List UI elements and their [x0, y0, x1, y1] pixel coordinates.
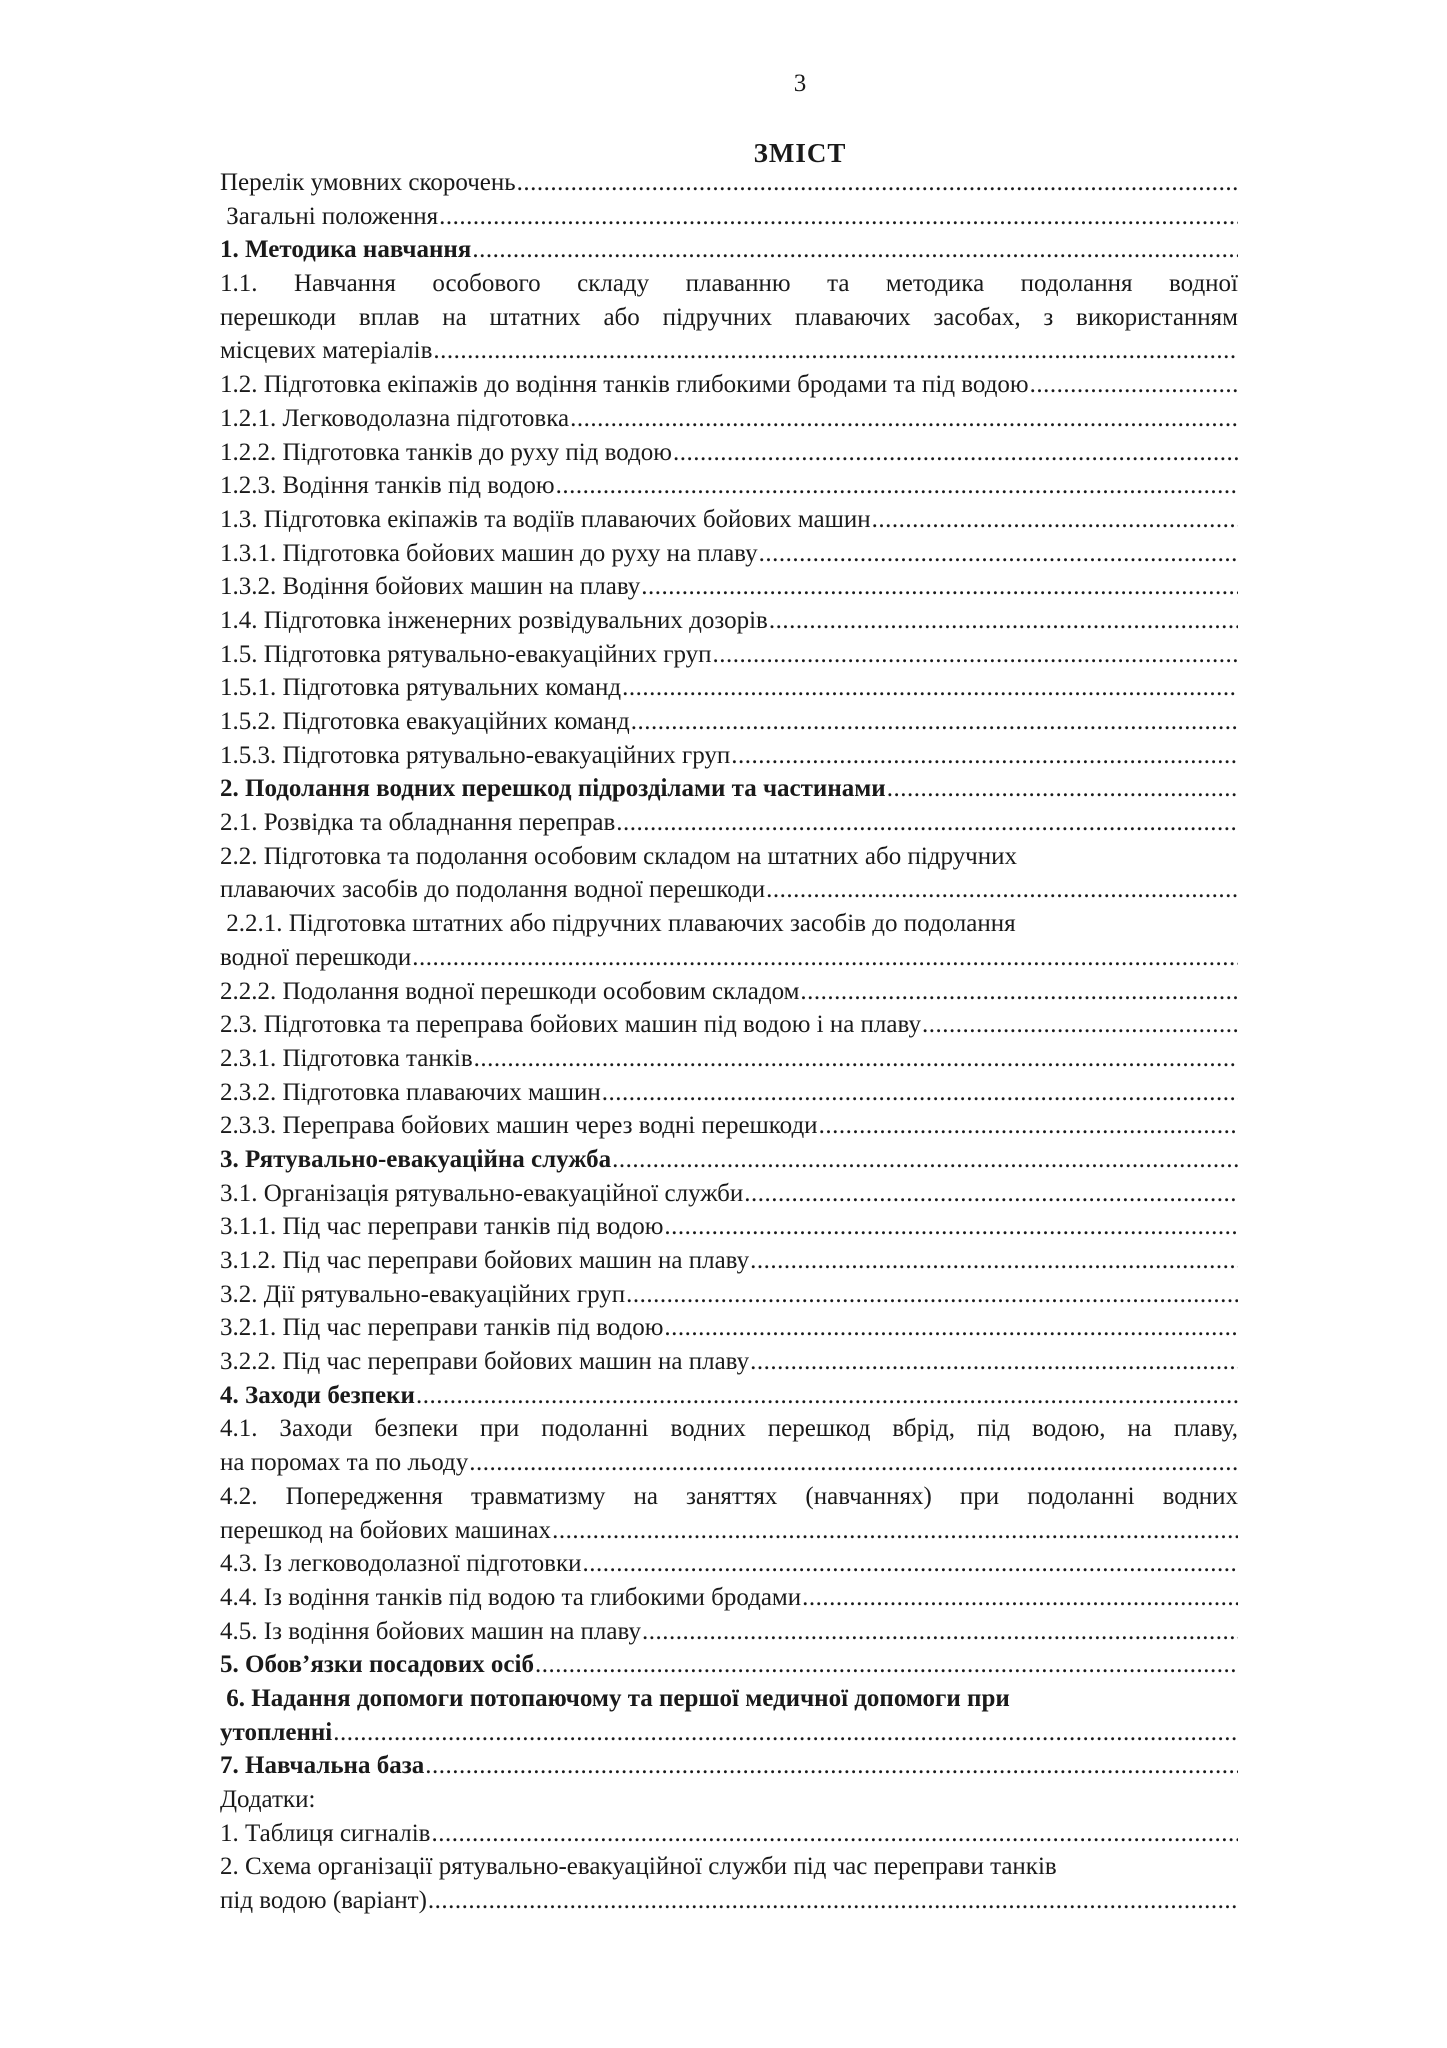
toc-entry: 3.1.1. Під час переправи танків під водою .....	[220, 1210, 1238, 1244]
toc-entry: 4.3. Із легководолазної підготовки .....	[220, 1547, 1238, 1581]
toc-section-heading: 3. Рятувально-евакуаційна служба .....	[220, 1143, 1238, 1177]
toc-entry-continued: плаваючих засобів до подолання водної перешкоди .....	[220, 873, 1238, 907]
toc-entry: 2. Схема організації рятувально-евакуаційної служби під час переправи танків	[220, 1853, 1057, 1881]
toc-entry: 3.2.1. Під час переправи танків під водою .....	[220, 1311, 1238, 1345]
toc-entry: 3.2. Дії рятувально-евакуаційних груп .....	[220, 1278, 1238, 1312]
toc-appendix-heading: Додатки:	[220, 1786, 316, 1813]
toc-section-heading-continued: утопленні .....	[220, 1716, 1238, 1750]
toc-entry: 1.5.3. Підготовка рятувально-евакуаційних груп .....	[220, 739, 1238, 773]
toc-entry: 2.2.1. Підготовка штатних або підручних плаваючих засобів до подолання	[220, 910, 1016, 938]
toc-entry-continued: місцевих матеріалів .....	[220, 334, 1238, 368]
toc-section-heading: 1. Методика навчання .....	[220, 233, 1238, 267]
toc-entry-continued: перешкоди вплав на штатних або підручних плаваючих засобах, з використанням	[220, 303, 1238, 331]
toc-entry: 1.3.1. Підготовка бойових машин до руху на плаву .....	[220, 537, 1238, 571]
toc-title: ЗМІСТ	[753, 138, 847, 168]
toc-section-heading: 6. Надання допомоги потопаючому та першої медичної допомоги при	[220, 1684, 1010, 1712]
toc-entry: 2.2.2. Подолання водної перешкоди особовим складом .....	[220, 975, 1238, 1009]
toc-entry: 1. Таблиця сигналів .....	[220, 1817, 1238, 1851]
toc-entry: 4.1. Заходи безпеки при подоланні водних перешкод вбрід, під водою, на плаву,	[220, 1415, 1238, 1443]
toc-entry: 1.3. Підготовка екіпажів та водіїв плаваючих бойових машин .....	[220, 503, 1238, 537]
toc-section-heading: 5. Обов’язки посадових осіб .....	[220, 1648, 1238, 1682]
toc-entry: 2.2. Підготовка та подолання особовим складом на штатних або підручних	[220, 842, 1018, 870]
toc-entry: 1.3.2. Водіння бойових машин на плаву .....	[220, 570, 1238, 604]
toc-entry: 1.2. Підготовка екіпажів до водіння танків глибокими бродами та під водою .....	[220, 368, 1238, 402]
toc-entry-continued: під водою (варіант) .....	[220, 1884, 1238, 1918]
toc-entry: Перелік умовних скорочень .....	[220, 166, 1238, 200]
toc-entry: 2.3.1. Підготовка танків .....	[220, 1042, 1238, 1076]
toc-entry: 1.2.3. Водіння танків під водою .....	[220, 469, 1238, 503]
toc-entry: 3.1. Організація рятувально-евакуаційної служби .....	[220, 1177, 1238, 1211]
toc-entry: 1.5.1. Підготовка рятувальних команд .....	[220, 671, 1238, 705]
toc-section-heading: 2. Подолання водних перешкод підрозділами та частинами .....	[220, 772, 1238, 806]
toc-entry-continued: водної перешкоди .....	[220, 941, 1238, 975]
toc-section-heading: 4. Заходи безпеки .....	[220, 1379, 1238, 1413]
toc-entry: 2.3. Підготовка та переправа бойових машин під водою і на плаву .....	[220, 1008, 1238, 1042]
toc-entry: 1.2.2. Підготовка танків до руху під водою .....	[220, 436, 1238, 470]
toc-entry-continued: на поромах та по льоду .....	[220, 1446, 1238, 1480]
toc-entry: 3.2.2. Під час переправи бойових машин на плаву .....	[220, 1345, 1238, 1379]
toc-entry: Загальні положення .....	[220, 200, 1238, 234]
toc-entry: 1.4. Підготовка інженерних розвідувальних дозорів .....	[220, 604, 1238, 638]
toc-entry: 1.1. Навчання особового складу плаванню та методика подолання водної	[220, 270, 1238, 298]
toc-entry: 4.2. Попередження травматизму на заняттях (навчаннях) при подоланні водних	[220, 1482, 1238, 1510]
toc-entry: 2.3.3. Переправа бойових машин через водні перешкоди .....	[220, 1109, 1238, 1143]
toc-entry: 2.1. Розвідка та обладнання переправ .....	[220, 806, 1238, 840]
toc-entry: 2.3.2. Підготовка плаваючих машин .....	[220, 1076, 1238, 1110]
toc-entry: 1.2.1. Легководолазна підготовка .....	[220, 402, 1238, 436]
toc-entry: 3.1.2. Під час переправи бойових машин на плаву .....	[220, 1244, 1238, 1278]
table-of-contents	[220, 166, 1238, 1918]
toc-entry: 1.5. Підготовка рятувально-евакуаційних груп .....	[220, 638, 1238, 672]
page-number: 3	[793, 70, 807, 97]
toc-entry-continued: перешкод на бойових машинах .....	[220, 1514, 1238, 1548]
toc-entry: 4.5. Із водіння бойових машин на плаву .....	[220, 1615, 1238, 1649]
toc-entry: 1.5.2. Підготовка евакуаційних команд .....	[220, 705, 1238, 739]
toc-section-heading: 7. Навчальна база .....	[220, 1749, 1238, 1783]
toc-entry: 4.4. Із водіння танків під водою та глибокими бродами .....	[220, 1581, 1238, 1615]
